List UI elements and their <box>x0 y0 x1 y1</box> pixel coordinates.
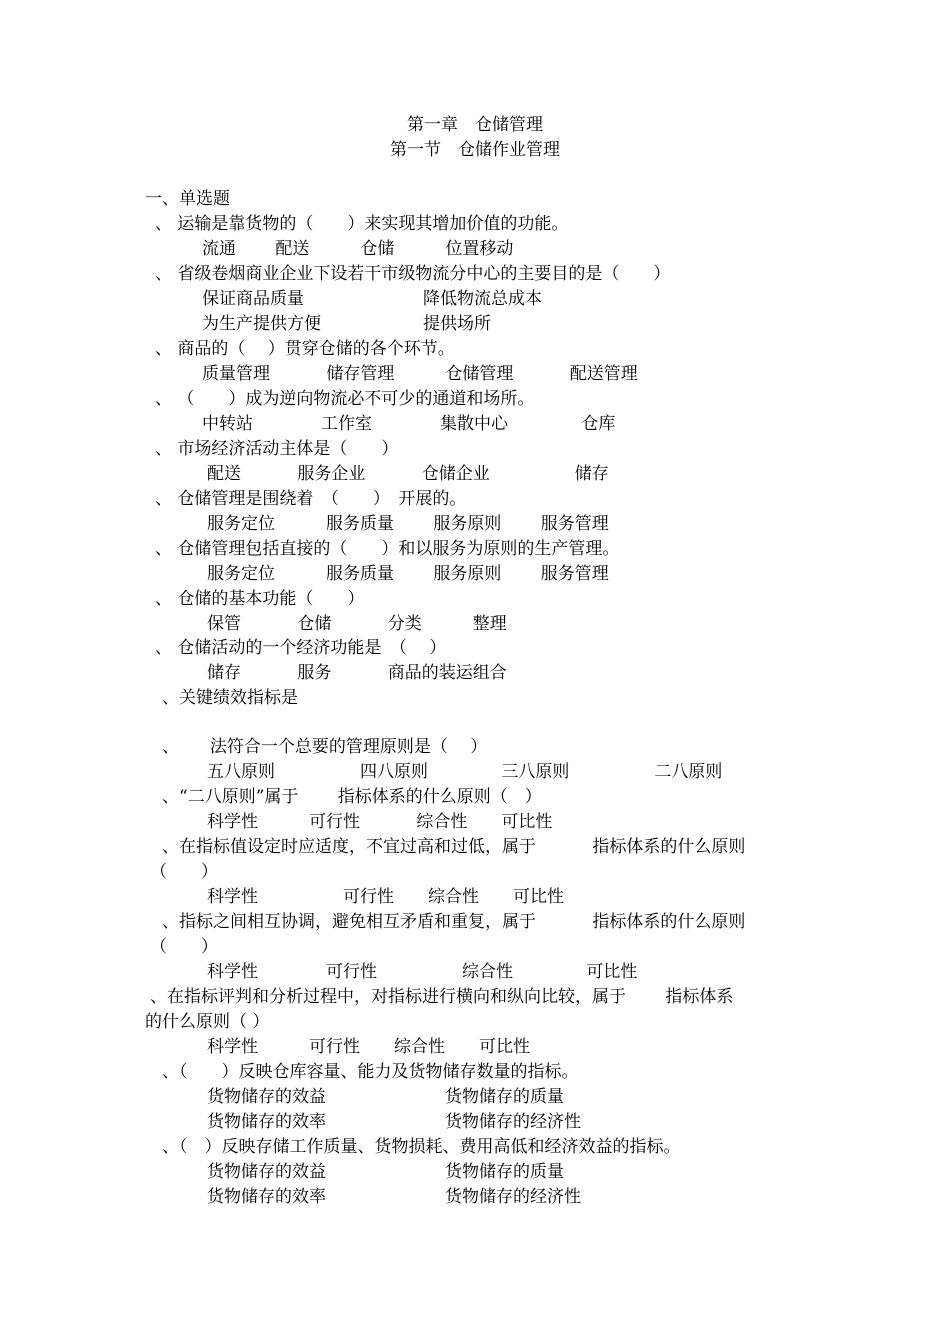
question-line: 、关键绩效指标是 <box>162 688 298 708</box>
question-line: 、 （ ）成为逆向物流必不可少的通道和场所。 <box>155 389 535 409</box>
question-line: 、 仓储管理是围绕着 （ ） 开展的。 <box>155 489 467 509</box>
question-line: 、（ ）反映仓库容量、能力及货物储存数量的指标。 <box>162 1062 579 1082</box>
question-line: （ ） <box>150 937 218 957</box>
option-line: 保证商品质量 降低物流总成本 <box>202 289 542 309</box>
option-line: 科学性 可行性 综合性 可比性 <box>207 812 553 832</box>
question-line: 、 仓储活动的一个经济功能是 （ ） <box>155 638 447 658</box>
option-line: 流通 配送 仓储 位置移动 <box>202 239 514 259</box>
option-line: 科学性 可行性 综合性 可比性 <box>207 887 564 907</box>
question-line: 、 市场经济活动主体是（ ） <box>155 439 399 459</box>
question-line: 、 法符合一个总要的管理原则是（ ） <box>162 737 488 757</box>
option-line: 货物储存的效益 货物储存的质量 <box>207 1162 564 1182</box>
question-line: 、指标之间相互协调，避免相互矛盾和重复，属于 指标体系的什么原则 <box>162 912 746 932</box>
question-line: 、 仓储管理包括直接的（ ）和以服务为原则的生产管理。 <box>155 539 620 559</box>
option-line: 服务定位 服务质量 服务原则 服务管理 <box>207 514 609 534</box>
option-line: 储存 服务 商品的装运组合 <box>207 663 507 683</box>
option-line: 配送 服务企业 仓储企业 储存 <box>207 464 609 484</box>
option-line: 科学性 可行性 综合性 可比性 <box>207 962 638 982</box>
question-line: 、 仓储的基本功能（ ） <box>155 589 365 609</box>
chapter-title: 第一章 仓储管理 <box>407 115 543 135</box>
question-line: 、“二八原则”属于 指标体系的什么原则（ ） <box>162 787 542 807</box>
option-line: 为生产提供方便 提供场所 <box>202 314 491 334</box>
question-line: 、 运输是靠货物的（ ）来实现其增加价值的功能。 <box>155 214 569 234</box>
question-line: 、 省级卷烟商业企业下设若干市级物流分中心的主要目的是（ ） <box>155 264 671 284</box>
question-line: 、（ ）反映存储工作质量、货物损耗、费用高低和经济效益的指标。 <box>162 1137 681 1157</box>
option-line: 保管 仓储 分类 整理 <box>207 614 507 634</box>
option-line: 服务定位 服务质量 服务原则 服务管理 <box>207 564 609 584</box>
question-line: 、在指标评判和分析过程中，对指标进行横向和纵向比较，属于 指标体系 <box>150 987 734 1007</box>
part-heading: 一、单选题 <box>145 189 230 209</box>
question-line: 的什么原则（ ） <box>145 1012 270 1032</box>
option-line: 中转站 工作室 集散中心 仓库 <box>202 414 616 434</box>
section-title: 第一节 仓储作业管理 <box>390 140 560 160</box>
option-line: 质量管理 储存管理 仓储管理 配送管理 <box>202 364 638 384</box>
question-line: （ ） <box>150 862 218 882</box>
option-line: 货物储存的效率 货物储存的经济性 <box>207 1112 581 1132</box>
option-line: 货物储存的效益 货物储存的质量 <box>207 1087 564 1107</box>
question-line: 、在指标值设定时应适度，不宜过高和过低，属于 指标体系的什么原则 <box>162 837 746 857</box>
option-line: 科学性 可行性 综合性 可比性 <box>207 1037 530 1057</box>
option-line: 五八原则 四八原则 三八原则 二八原则 <box>207 762 723 782</box>
option-line: 货物储存的效率 货物储存的经济性 <box>207 1187 581 1207</box>
question-line: 、 商品的（ ）贯穿仓储的各个环节。 <box>155 339 455 359</box>
